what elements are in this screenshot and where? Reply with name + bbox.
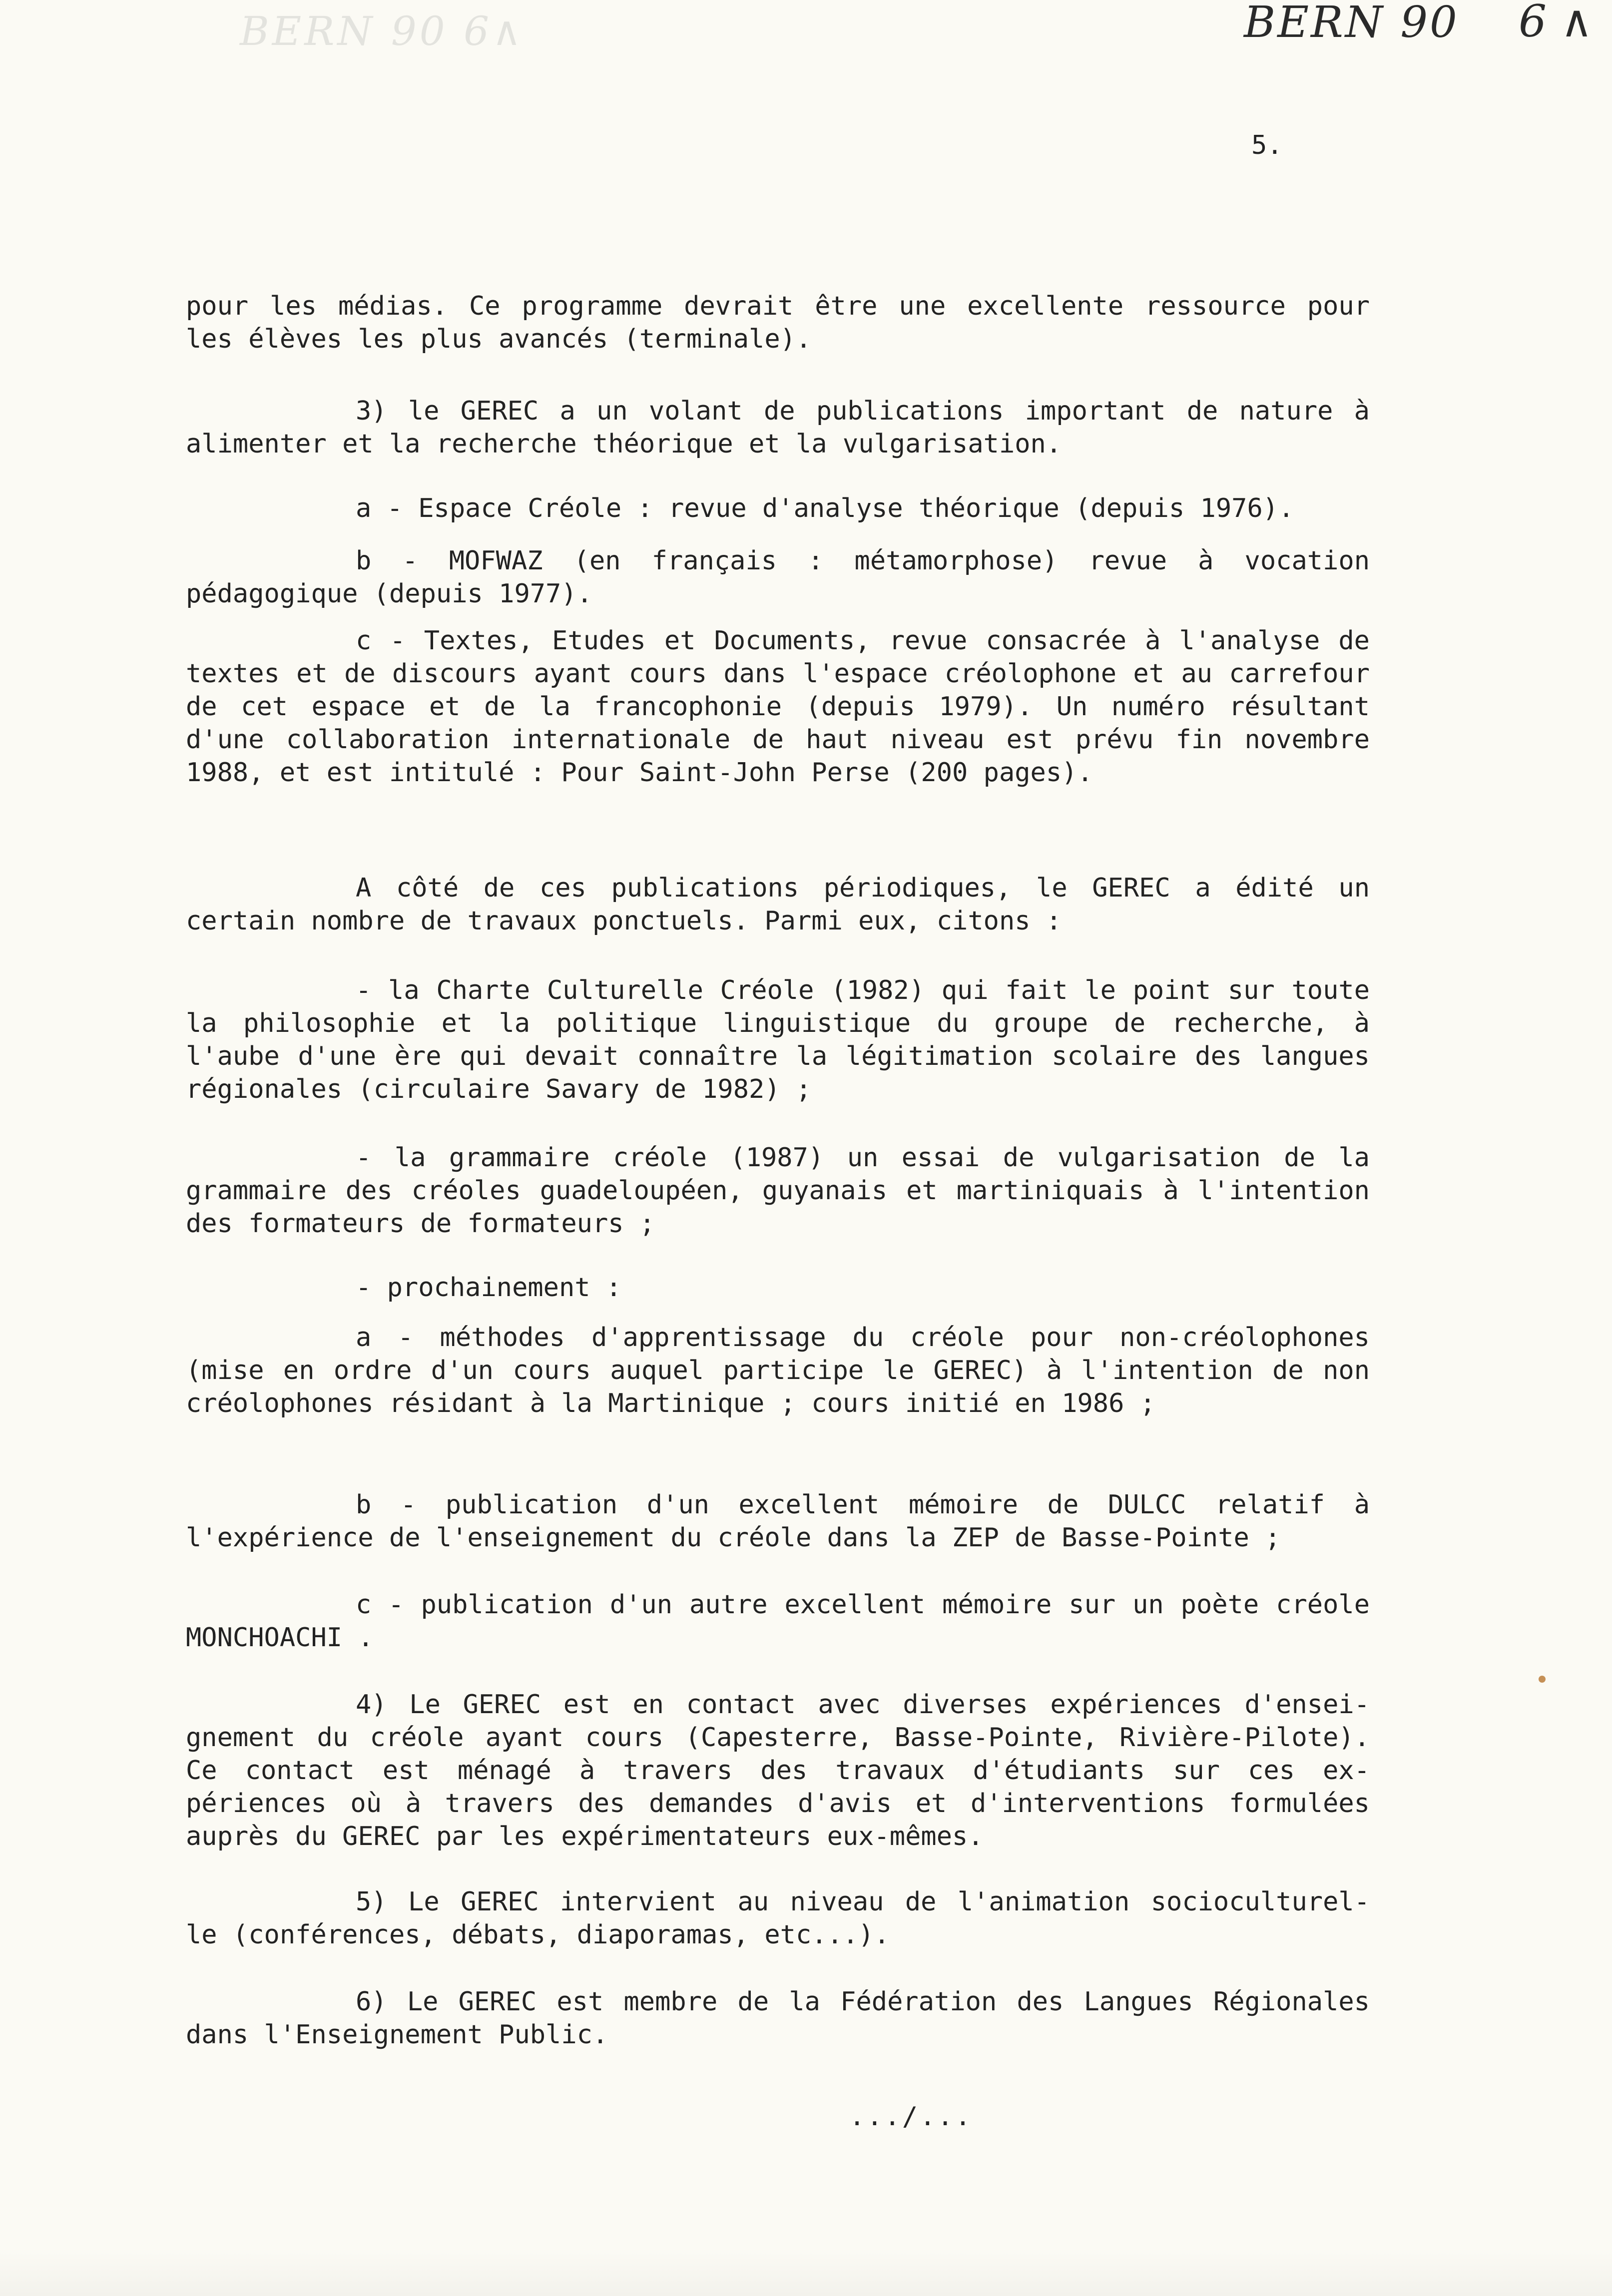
paragraph-charte xyxy=(186,974,1370,1106)
paragraph-publications xyxy=(186,395,1370,460)
paragraph-grammaire xyxy=(186,1141,1370,1240)
paragraph-text: 3) le GEREC a un volant de publications important de nature à alimenter et la recherche théorique et la vulgarisation. xyxy=(186,396,1370,459)
paragraph-text: - prochainement : xyxy=(356,1273,622,1303)
paragraph-text: c - publication d'un autre excellent mémoire sur un poète créole MONCHOACHI . xyxy=(186,1590,1370,1653)
paragraph-text: c - Textes, Etudes et Documents, revue consacrée à l'analyse de textes et de discours ayant cours dans l'espace créolophone et au carrefour de cet espace et de la francophonie (depuis 1979). Un numéro résultant d'une collaboration internationale de haut niveau est prévu fin novembre 1988, et est intitulé : Pour Saint-John Perse (200 pages). xyxy=(186,626,1370,788)
paragraph-text: pour les médias. Ce programme devrait être une excellente ressource pour les élèves les plus avancés (terminale). xyxy=(186,291,1370,354)
paragraph-text: a - Espace Créole : revue d'analyse théorique (depuis 1976). xyxy=(356,493,1294,523)
scan-shadow xyxy=(0,2251,1612,2296)
paragraph-monchoachi xyxy=(186,1588,1370,1654)
paragraph-contact xyxy=(186,1688,1370,1853)
page-number: 5. xyxy=(1251,130,1283,160)
paragraph-methodes xyxy=(186,1321,1370,1420)
handwritten-stamp: BERN 90 xyxy=(1244,0,1459,47)
paragraph-prochainement xyxy=(186,1271,1370,1304)
paragraph-text: 4) Le GEREC est en contact avec diverses expériences d'ensei- gnement du créole ayant cours (Capesterre, Basse-Pointe, Rivière-Pilote). Ce contact est ménagé à travers des travaux d'étudiants sur ces ex- périences où à travers des demandes d'avis et d'interventions formulées auprès du GEREC par les expérimentateurs eux-mêmes. xyxy=(186,1690,1370,1851)
paragraph-text: b - publication d'un excellent mémoire de DULCC relatif à l'expérience de l'enseignement du créole dans la ZEP de Basse-Pointe ; xyxy=(186,1490,1370,1553)
paragraph-espace-creole xyxy=(186,492,1370,525)
paragraph-text: 5) Le GEREC intervient au niveau de l'animation socioculturel- le (conférences, débats, diaporamas, etc...). xyxy=(186,1887,1370,1950)
paragraph-animation xyxy=(186,1885,1370,1951)
paragraph-text: - la Charte Culturelle Créole (1982) qui fait le point sur toute la philosophie et la politique linguistique du groupe de recherche, à l'aube d'une ère qui devait connaître la légitimation scolaire des langues régionales (circulaire Savary de 1982) ; xyxy=(186,975,1370,1104)
ink-spot xyxy=(1539,1676,1546,1683)
faint-handwritten-annotation: BERN 90 6∧ xyxy=(240,8,525,54)
paragraph-mofwaz xyxy=(186,544,1370,610)
handwritten-mark: 6 ∧ xyxy=(1519,0,1593,47)
continuation-marker: .../... xyxy=(849,2102,973,2132)
paragraph-text: b - MOFWAZ (en français : métamorphose) revue à vocation pédagogique (depuis 1977). xyxy=(186,546,1370,609)
paragraph-text: - la grammaire créole (1987) un essai de vulgarisation de la grammaire des créoles guadeloupéen, guyanais et martiniquais à l'intention des formateurs de formateurs ; xyxy=(186,1143,1370,1239)
paragraph-text: A côté de ces publications périodiques, le GEREC a édité un certain nombre de travaux ponctuels. Parmi eux, citons : xyxy=(186,873,1370,936)
paragraph-text: 6) Le GEREC est membre de la Fédération des Langues Régionales dans l'Enseignement Public. xyxy=(186,1987,1370,2050)
paragraph-a-cote xyxy=(186,872,1370,937)
paragraph-dulcc xyxy=(186,1488,1370,1554)
paragraph-federation xyxy=(186,1985,1370,2051)
paragraph-media xyxy=(186,290,1370,356)
paragraph-text: a - méthodes d'apprentissage du créole pour non-créolophones (mise en ordre d'un cours auquel participe le GEREC) à l'intention de non créolophones résidant à la Martinique ; cours initié en 1986 ; xyxy=(186,1323,1370,1418)
paragraph-textes-etudes xyxy=(186,624,1370,789)
